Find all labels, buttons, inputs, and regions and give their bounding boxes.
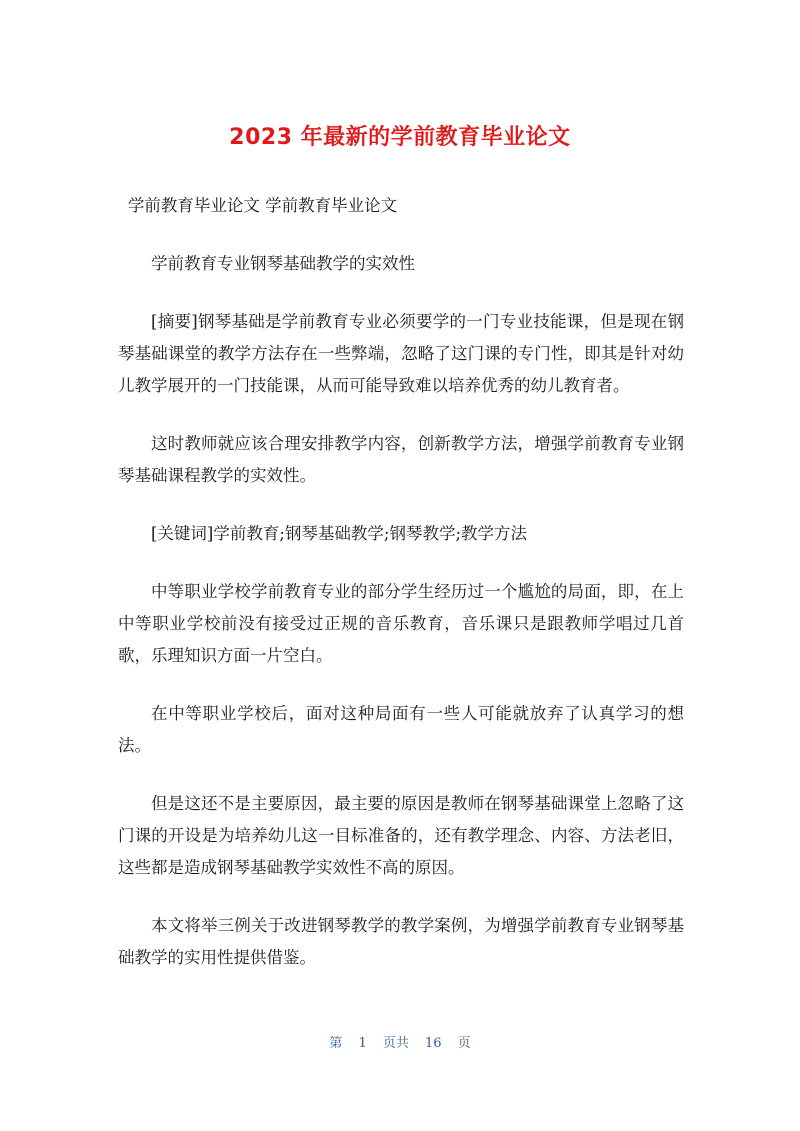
paragraph: 本文将举三例关于改进钢琴教学的教学案例，为增强学前教育专业钢琴基础教学的实用性提供借鉴。: [118, 916, 684, 967]
page-footer: [0, 1032, 800, 1051]
footer-suffix: 页: [457, 1036, 471, 1051]
paragraph: 中等职业学校学前教育专业的部分学生经历过一个尴尬的局面，即，在上中等职业学校前没有接受过正规的音乐教育，音乐课只是跟教师学唱过几首歌，乐理知识方面一片空白。: [118, 582, 684, 665]
paragraph: [关键词]学前教育;钢琴基础教学;钢琴教学;教学方法: [151, 524, 528, 543]
paragraph: 学前教育毕业论文 学前教育毕业论文: [127, 196, 398, 215]
paragraph: 学前教育专业钢琴基础教学的实效性: [151, 254, 415, 273]
document-title: 2023 年最新的学前教育毕业论文: [229, 125, 571, 150]
footer-middle: 页共: [382, 1036, 409, 1051]
footer-prefix: 第: [329, 1036, 343, 1051]
paragraph: 这时教师就应该合理安排教学内容，创新教学方法，增强学前教育专业钢琴基础课程教学的实效性。: [118, 434, 684, 485]
paragraph: [摘要]钢琴基础是学前教育专业必须要学的一门专业技能课，但是现在钢琴基础课堂的教学方法存在一些弊端，忽略了这门课的专门性，即其是针对幼儿教学展开的一门技能课，从而可能导致难以培养优秀的幼儿教育者。: [118, 312, 684, 395]
current-page-number: 1: [358, 1036, 367, 1051]
total-pages-number: 16: [425, 1036, 442, 1051]
document-body: [118, 190, 684, 1000]
paragraph: 在中等职业学校后，面对这种局面有一些人可能就放弃了认真学习的想法。: [118, 704, 684, 755]
paragraph: 但是这还不是主要原因，最主要的原因是教师在钢琴基础课堂上忽略了这门课的开设是为培养幼儿这一目标准备的，还有教学理念、内容、方法老旧，这些都是造成钢琴基础教学实效性不高的原因。: [118, 794, 684, 877]
